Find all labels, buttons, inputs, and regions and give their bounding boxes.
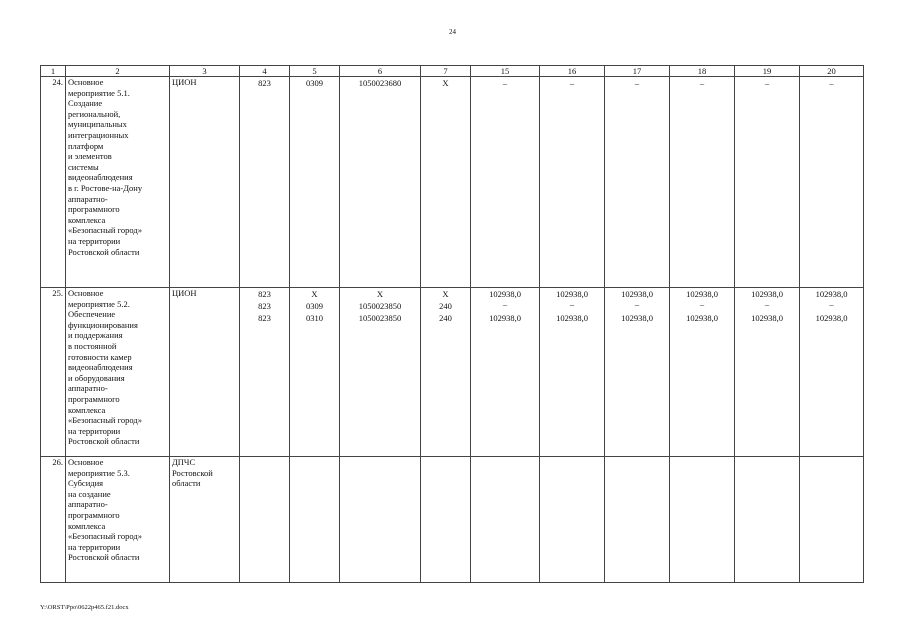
budget-table <box>40 65 864 583</box>
empty-cell <box>540 457 605 583</box>
empty-cell <box>340 457 421 583</box>
row-number: 25. <box>41 288 66 457</box>
grbs-code-cell: 823 823 823 <box>240 288 290 457</box>
value-cell: – <box>735 77 800 288</box>
empty-cell <box>471 457 540 583</box>
value-cell: 102938,0 – 102938,0 <box>670 288 735 457</box>
table-row <box>41 288 864 457</box>
file-path-footer: Y:\ORST\Ppo\0622p465.f21.docx <box>40 604 129 611</box>
activity-description: Основное мероприятие 5.2. Обеспечение функционирования и поддержания в постоянной готовности камер видеонаблюдения и оборудования аппаратно- программного комплекса «Безопасный город» на территории Ростовской области <box>66 288 170 457</box>
value-cell: – <box>670 77 735 288</box>
header-cell: 2 <box>66 66 170 77</box>
header-cell: 1 <box>41 66 66 77</box>
expense-type-cell: Х 240 240 <box>421 288 471 457</box>
header-cell: 17 <box>605 66 670 77</box>
value-cell: – <box>800 77 864 288</box>
empty-cell <box>421 457 471 583</box>
header-cell: 20 <box>800 66 864 77</box>
header-cell: 4 <box>240 66 290 77</box>
target-article-cell: Х 1050023850 1050023850 <box>340 288 421 457</box>
expense-type-cell: Х <box>421 77 471 288</box>
value-cell: 102938,0 – 102938,0 <box>735 288 800 457</box>
value-cell: 102938,0 – 102938,0 <box>471 288 540 457</box>
table-row <box>41 77 864 288</box>
row-number: 24. <box>41 77 66 288</box>
header-row <box>41 66 864 77</box>
table-row <box>41 457 864 583</box>
value-cell: 102938,0 – 102938,0 <box>800 288 864 457</box>
empty-cell <box>670 457 735 583</box>
header-cell: 16 <box>540 66 605 77</box>
executor-cell: ДПЧС Ростовской области <box>170 457 240 583</box>
executor-cell: ЦИОН <box>170 288 240 457</box>
activity-description: Основное мероприятие 5.3. Субсидия на создание аппаратно- программного комплекса «Безопасный город» на территории Ростовской области <box>66 457 170 583</box>
grbs-code-cell: 823 <box>240 77 290 288</box>
page-number: 24 <box>449 28 456 36</box>
empty-cell <box>240 457 290 583</box>
target-article-cell: 1050023680 <box>340 77 421 288</box>
header-cell: 19 <box>735 66 800 77</box>
value-cell: – <box>471 77 540 288</box>
section-code-cell: Х 0309 0310 <box>290 288 340 457</box>
activity-description: Основное мероприятие 5.1. Создание региональной, муниципальных интеграционных платформ и элементов системы видеонаблюдения в г. Ростове-на-Дону аппаратно- программного комплекса «Безопасный город» на территории Ростовской области <box>66 77 170 288</box>
executor-cell: ЦИОН <box>170 77 240 288</box>
header-cell: 5 <box>290 66 340 77</box>
header-cell: 15 <box>471 66 540 77</box>
value-cell: 102938,0 – 102938,0 <box>540 288 605 457</box>
value-cell: – <box>540 77 605 288</box>
header-cell: 6 <box>340 66 421 77</box>
empty-cell <box>290 457 340 583</box>
value-cell: – <box>605 77 670 288</box>
header-cell: 7 <box>421 66 471 77</box>
row-number: 26. <box>41 457 66 583</box>
empty-cell <box>605 457 670 583</box>
header-cell: 18 <box>670 66 735 77</box>
value-cell: 102938,0 – 102938,0 <box>605 288 670 457</box>
header-cell: 3 <box>170 66 240 77</box>
empty-cell <box>800 457 864 583</box>
section-code-cell: 0309 <box>290 77 340 288</box>
empty-cell <box>735 457 800 583</box>
